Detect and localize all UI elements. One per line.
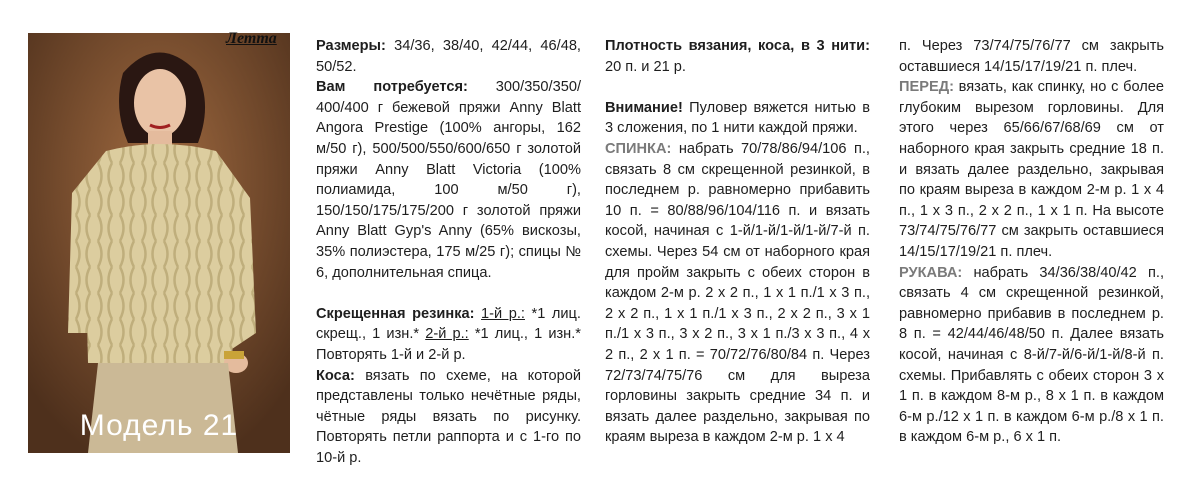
materials-paragraph bbox=[316, 77, 581, 283]
attention-paragraph bbox=[605, 98, 870, 139]
rib-label: Скрещенная резинка: bbox=[316, 305, 475, 322]
gauge-text: 20 п. и 21 р. bbox=[605, 58, 686, 75]
rib-text-1: *1 лиц. скрещ., 1 изн.* bbox=[316, 305, 581, 343]
materials-label: Вам потребуется: bbox=[316, 79, 468, 96]
cable-label: Коса: bbox=[316, 367, 355, 384]
gauge-label: Плотность вязания, коса, в 3 нити: bbox=[605, 38, 870, 54]
back-text: набрать 70/78/86/94/106 п., связать 8 см скрещенной резинкой, в последнем р. равномерно прибавить 10 п. = 80/88/96/104/116 п. и вязать косой, начиная с 1-й/1-й/1-й/1-й/7-й п. схемы. Через 54 см от наборного края для пройм закрыть с обеих сторон в каждом 2-м р. 2 х 2 п., 1 х 1 п./1 х 3 п., 2 х 2 п., 1 х 1 п./1 х 3 п., 2 х 2 п., 3 х 1 п./1 х 3 п., 3 х 2 п., 3 х 1 п./3 х 3 п., 4 х 2 п., 2 х 1 п. = 70/72/76/80/84 п. Через 72/73/74/75/76 см для выреза горловины закрыть средние 34 п. и вязать далее раздельно, закрывая по краям выреза в каждом 2-м р. 1 х 4 bbox=[605, 140, 870, 446]
back-paragraph bbox=[605, 139, 870, 448]
cable-text: вязать по схеме, на которой представлены только нечётные ряды, чётные ряды вязать по рисунку. Повторять петли раппорта и с 1-го по 10-й р. bbox=[316, 367, 581, 466]
rib-row-1: 1-й р.: bbox=[481, 305, 525, 322]
column-1 bbox=[316, 36, 581, 468]
cable-paragraph bbox=[316, 366, 581, 469]
column-2 bbox=[605, 36, 870, 448]
materials-text: 300/350/350/ 400/400 г бежевой пряжи Anny Blatt Angora Prestige (100% ангоры, 162 м/50 г), 500/500/550/600/650 г золотой пряжи Anny Blatt Victoria (100% полиамида, 100 м/50 г), 150/150/175/175/200 г золотой пряжи Anny Blatt Gyp's Anny (65% вискозы, 35% полиэстера, 175 м/25 г); спицы № 6, дополнительная спица. bbox=[316, 79, 581, 281]
sizes-label: Размеры: bbox=[316, 38, 386, 54]
sleeves-label: РУКАВА: bbox=[899, 264, 963, 281]
signature: Летта bbox=[226, 30, 277, 47]
rib-paragraph bbox=[316, 304, 581, 366]
model-illustration bbox=[28, 33, 290, 453]
sizes-text: 34/36, 38/40, 42/44, 46/48, 50/52. bbox=[316, 38, 581, 75]
gauge-paragraph bbox=[605, 36, 870, 77]
front-text: вязать, как спинку, но с более глубоким вырезом горловины. Для этого через 65/66/67/68/69 см от наборного края закрыть средние 18 п. и вязать далее раздельно, закрывая по краям выреза в каждом 2-м р. 1 х 4 п., 1 х 3 п., 2 х 2 п., 1 х 1 п. На высоте 73/74/75/76/77 см закрыть оставшиеся 14/15/17/19/21 п. плеч. bbox=[899, 79, 1164, 260]
rib-row-2: 2-й р.: bbox=[425, 326, 469, 343]
back-continuation: п. Через 73/74/75/76/77 см закрыть оставшиеся 14/15/17/19/21 п. плеч. bbox=[899, 38, 1164, 75]
rib-text-2: *1 лиц., 1 изн.* Повторять 1-й и 2-й р. bbox=[316, 326, 581, 363]
front-paragraph bbox=[899, 77, 1164, 262]
attention-label: Внимание! bbox=[605, 99, 683, 116]
sleeves-paragraph bbox=[899, 263, 1164, 448]
sleeves-text: набрать 34/36/38/40/42 п., связать 4 см скрещенной резинкой, равномерно прибавив в последнем р. 8 п. = 42/44/46/48/50 п. Далее вязать косой, начиная с 8-й/7-й/6-й/1-й/8-й п. схемы. Прибавлять с обеих сторон 3 х 1 п. в каждом 8-м р., 8 х 1 п. в каждом 6-м р./12 х 1 п. в каждом 6-м р./8 х 1 п. в каждом 6-м р., 6 х 1 п. bbox=[899, 264, 1164, 446]
column-3 bbox=[899, 36, 1164, 448]
model-photo bbox=[28, 33, 290, 453]
sizes-paragraph bbox=[316, 36, 581, 77]
attention-text: Пуловер вяжется нитью в 3 сложения, по 1 нити каждой пряжи. bbox=[605, 99, 870, 137]
model-label: Модель 21 bbox=[79, 409, 239, 442]
front-label: ПЕРЕД: bbox=[899, 79, 954, 96]
back-label: СПИНКА: bbox=[605, 140, 672, 157]
